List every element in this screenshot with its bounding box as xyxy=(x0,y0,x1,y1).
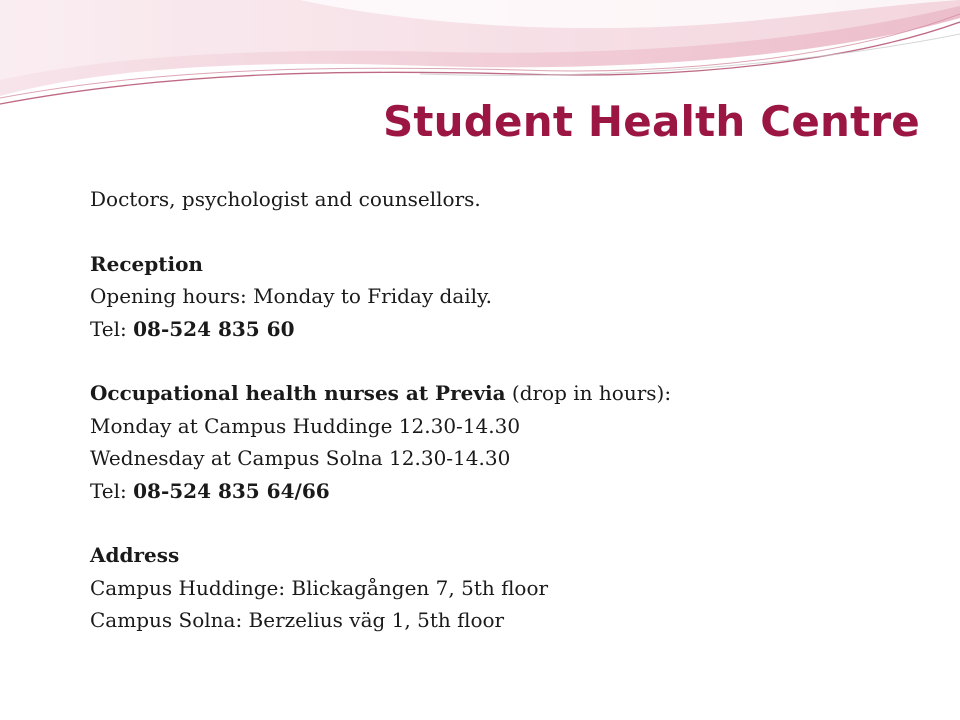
occupational-note: (drop in hours): xyxy=(505,381,672,406)
content-body xyxy=(90,183,930,636)
page-title: Student Health Centre xyxy=(382,97,920,146)
occupational-tel xyxy=(90,475,930,507)
reception-tel xyxy=(90,313,930,345)
reception-hours: Opening hours: Monday to Friday daily. xyxy=(90,284,493,309)
intro-text: Doctors, psychologist and counsellors. xyxy=(90,187,481,211)
reception-heading xyxy=(90,248,930,280)
spacer xyxy=(90,507,930,539)
address-heading-text: Address xyxy=(90,543,180,568)
spacer xyxy=(90,215,930,247)
occupational-huddinge: Monday at Campus Huddinge 12.30-14.30 xyxy=(90,413,521,438)
occupational-solna: Wednesday at Campus Solna 12.30-14.30 xyxy=(90,446,511,471)
occupational-heading xyxy=(90,377,930,409)
spacer xyxy=(90,345,930,377)
address-huddinge: Campus Huddinge: Blickagången 7, 5th floor xyxy=(90,575,549,600)
occupational-tel-label: Tel: xyxy=(90,478,134,503)
reception-tel-number: 08-524 835 60 xyxy=(133,316,295,341)
occupational-heading-text: Occupational health nurses at Previa xyxy=(90,381,506,406)
address-heading xyxy=(90,539,930,571)
occupational-tel-number: 08-524 835 64/66 xyxy=(133,478,330,503)
address-solna: Campus Solna: Berzelius väg 1, 5th floor xyxy=(90,608,505,633)
reception-tel-label: Tel: xyxy=(90,316,134,341)
reception-heading-text: Reception xyxy=(90,251,203,276)
